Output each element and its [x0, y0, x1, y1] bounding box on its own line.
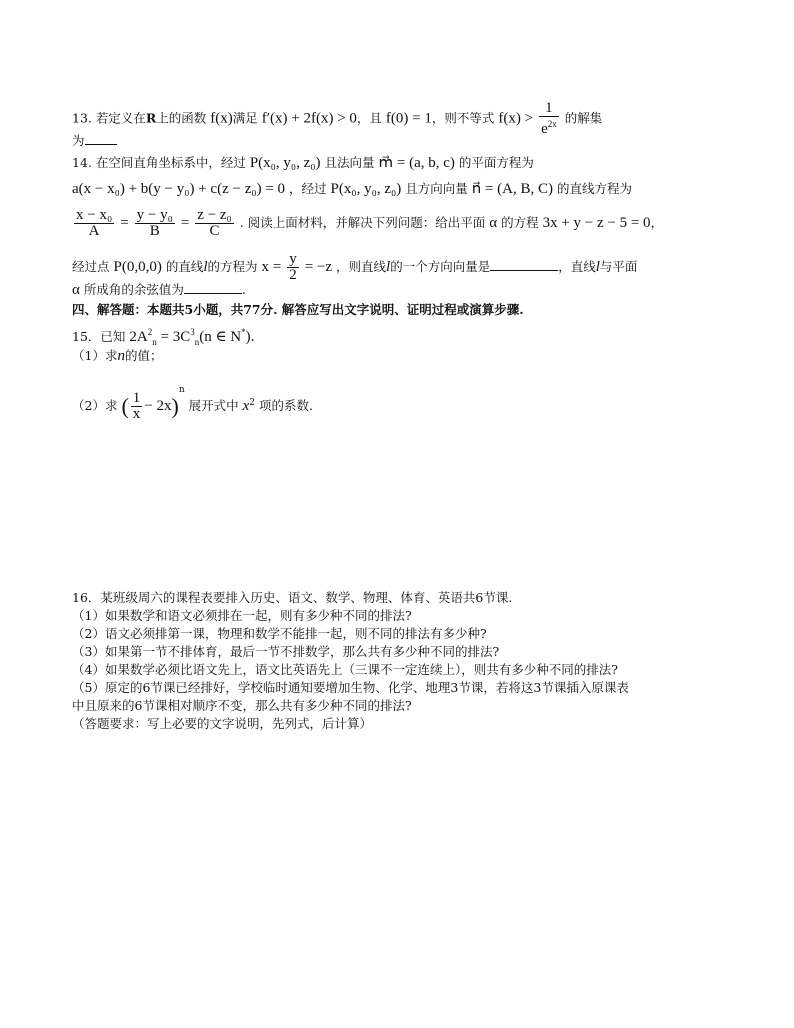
q16-part-4: （4）如果数学必须比语文先上，语文比英语先上（三课不一定连续上），则共有多少种不同的排法? [72, 662, 618, 677]
q14-text: 的直线 [165, 259, 204, 274]
q14-fraction-y [135, 208, 175, 239]
q16-title: 16．某班级周六的课程表要排入历史、语文、数学、物理、体育、英语共6节课. [72, 590, 513, 605]
q13-set-r: R [145, 110, 157, 126]
q14-frac-den: A [88, 223, 100, 239]
q14-text: 的一个方向向量是 [390, 259, 491, 274]
q14-point: P(x₀, y₀, z₀) [249, 155, 321, 171]
q14-frac-den: B [149, 223, 160, 239]
section-4-heading: 四、解答题：本题共5小题，共77分. 解答应写出文字说明、证明过程或演算步骤. [72, 302, 524, 317]
q14-direction-answer-blank[interactable] [490, 258, 558, 271]
q13-text: ，且 [356, 110, 382, 126]
q15-text: 的值； [124, 348, 163, 363]
q15-frac-den: x [132, 406, 141, 422]
q14-text: . 阅读上面材料，并解决下列问题：给出平面 [239, 215, 486, 230]
q13-function: f(x) [210, 110, 233, 127]
q14-alpha: α [72, 282, 80, 298]
q16-part-3: （3）如果第一节不排体育，最后一节不排数学，那么共有多少种不同的排法? [72, 644, 500, 659]
q16-part-2: （2）语文必须排第一课，物理和数学不能排一起，则不同的排法有多少种? [72, 626, 487, 641]
q14-direction-vector: n⃗ = (A, B, C) [471, 181, 554, 197]
q13-initial-value: f(0) = 1 [385, 110, 432, 127]
q15-text: （1）求 [72, 348, 118, 363]
q14-fraction-z [195, 208, 234, 239]
q15-eq-sub: n [152, 337, 157, 347]
q14-text: 的方程为 [207, 259, 258, 274]
q15-part-2: （2）求 ( $\frac{1}{x}$ − 2x)$^n$ 展开式中 $x^2$ 项的系数. [72, 385, 313, 422]
q14-text: 且法向量 [324, 155, 375, 170]
q14-text: 14. 在空间直角坐标系中，经过 [72, 155, 246, 170]
q15-eq-sup: 2 [147, 327, 153, 337]
q14-text: 的直线方程为 [557, 181, 633, 196]
q14-line-2 [72, 180, 632, 198]
q14-line-l: l [203, 259, 208, 275]
q14-alpha: α [489, 215, 498, 231]
q14-fraction-line [287, 252, 299, 283]
q14-text: 经过点 [72, 259, 110, 274]
q13-line-1 [72, 101, 602, 137]
q14-frac-num: z − z₀ [197, 207, 232, 223]
q16-note: （答题要求：写上必要的文字说明，先列式，后计算） [72, 716, 373, 731]
q14-frac-den: C [209, 223, 220, 239]
q15-eq-part: (n ∈ N [199, 329, 242, 345]
q14-text: 且方向向量 [405, 181, 468, 196]
q13-inequality: f(x) > [498, 110, 534, 127]
q15-equation [129, 329, 254, 345]
q14-point: P(x₀, y₀, z₀) [330, 181, 402, 197]
q15-eq-part: = 3C [156, 329, 191, 345]
q15-eq-part: 2A [129, 329, 148, 345]
q16-part-1: （1）如果数学和语文必须排在一起，则有多少种不同的排法? [72, 608, 412, 623]
q15-eq-sub: n [194, 337, 200, 347]
q13-text: 13. 若定义在 [72, 110, 146, 126]
q13-line-2 [72, 132, 117, 150]
q14-line-4 [72, 252, 637, 283]
q14-text: 所成角的余弦值为 [83, 282, 184, 297]
q13-frac-num: 1 [539, 101, 559, 117]
q13-frac-exp: 2x [547, 119, 557, 129]
q14-fraction-x [74, 208, 114, 239]
q15-text: 展开式中 [188, 398, 239, 413]
q15-eq-sup: * [241, 327, 246, 337]
q15-n: n [117, 348, 125, 364]
q15-text: 15．已知 [72, 329, 126, 344]
q14-plane-alpha-equation: 3x + y − z − 5 = 0 [542, 215, 651, 231]
q13-frac-den: e [541, 121, 548, 137]
q14-frac-num: y [289, 251, 297, 267]
q14-plane-equation: a(x − x₀) + b(y − y₀) + c(z − z₀) = 0 [72, 181, 286, 197]
q14-cosine-answer-blank[interactable] [184, 281, 242, 294]
q14-line-3: $\frac{\text{x − x₀}}{A}$ = $\frac{\text{y − y₀}}{B}$ = $\frac{\text{z − z₀}}{C}$ . 阅读上面材料，并解决下列问题：给出平面 α 的方程 3x + y − z − 5 = 0， [76, 207, 664, 239]
q15-eq-part: ). [245, 329, 255, 345]
q14-frac-den: 2 [289, 267, 297, 283]
q13-answer-blank[interactable] [85, 132, 117, 145]
q14-frac-num: x − x₀ [76, 207, 113, 223]
q15-fraction [131, 391, 143, 422]
q14-line-eq: = −z [304, 259, 333, 275]
q13-condition: f′(x) + 2f(x) > 0 [261, 110, 357, 127]
q16-part-5a: （5）原定的6节课已经排好，学校临时通知要增加生物、化学、地理3节课，若将这3节课插入原课表 [72, 680, 629, 695]
q15-frac-num: 1 [132, 390, 141, 406]
q15-term: x [242, 398, 250, 414]
q14-line-1 [72, 154, 534, 172]
q14-text: . [241, 282, 246, 297]
q15-text: （2）求 [72, 398, 118, 413]
q14-text: 与平面 [599, 259, 638, 274]
q14-text: ，则直线 [336, 259, 387, 274]
q13-text: 满足 [232, 110, 258, 126]
q14-text: ，直线 [558, 259, 596, 274]
q15-eq-sup: 3 [190, 327, 195, 337]
q13-text: 为 [72, 133, 85, 148]
q13-fraction [539, 101, 559, 137]
q13-text: 的解集 [564, 110, 603, 126]
q14-normal-vector: m⃗ = (a, b, c) [378, 155, 455, 171]
q14-line-5 [72, 281, 246, 299]
q14-text: 的平面方程为 [458, 155, 534, 170]
q13-text: ，则不等式 [431, 110, 495, 126]
q14-text: ，经过 [289, 181, 327, 196]
q13-text: 上的函数 [156, 110, 207, 126]
q14-line-l: l [595, 259, 600, 275]
q15-exponent: n [178, 385, 185, 395]
q14-line-l: l [386, 259, 391, 275]
q15-term-exp: 2 [249, 397, 255, 408]
q14-origin-point: P(0,0,0) [113, 259, 162, 275]
q14-line-eq: x = [261, 259, 282, 275]
q15-part-1 [72, 347, 162, 365]
q16-part-5b: 中且原来的6节课相对顺序不变，那么共有多少种不同的排法? [72, 698, 412, 713]
q15-text: 项的系数. [258, 398, 313, 413]
q15-binomial-term: − 2x [144, 398, 172, 414]
q14-frac-num: y − y₀ [136, 207, 173, 223]
q14-text: 的方程 [501, 215, 539, 230]
